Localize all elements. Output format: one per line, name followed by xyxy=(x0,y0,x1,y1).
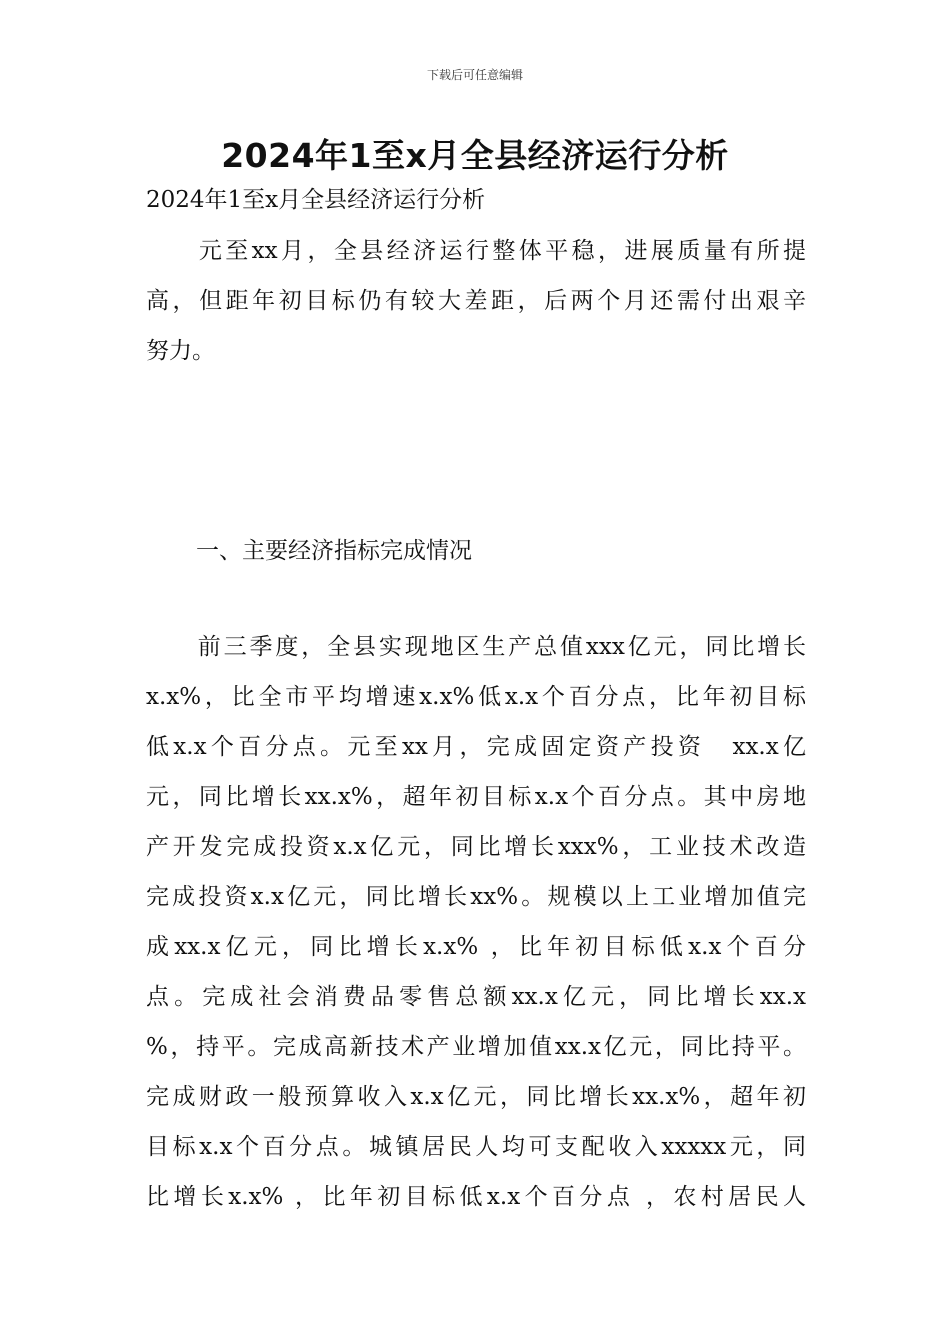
body-line: 前三季度，全县实现地区生产总值xxx亿元，同比增长 xyxy=(146,634,806,660)
body-line: 元，同比增长xx.x%，超年初目标x.x个百分点。其中房地 xyxy=(146,784,806,810)
intro-line: 元至xx月，全县经济运行整体平稳，进展质量有所提 xyxy=(146,238,806,264)
body-line: %，持平。完成高新技术产业增加值xx.x亿元，同比持平。 xyxy=(146,1034,806,1060)
page-header: 下载后可任意编辑 xyxy=(426,68,523,82)
body-paragraph xyxy=(146,622,806,1222)
body-line: 目标x.x个百分点。城镇居民人均可支配收入xxxxx元，同 xyxy=(146,1134,806,1160)
document-subtitle: 2024年1至x月全县经济运行分析 xyxy=(146,187,486,213)
body-line: 产开发完成投资x.x亿元，同比增长xxx%，工业技术改造 xyxy=(146,834,806,860)
body-line: 成xx.x亿元，同比增长x.x% ，比年初目标低x.x个百分 xyxy=(146,934,806,960)
body-line: x.x%，比全市平均增速x.x%低x.x个百分点，比年初目标 xyxy=(146,684,806,710)
section-heading: 一、主要经济指标完成情况 xyxy=(196,538,472,564)
intro-line: 努力。 xyxy=(146,338,215,364)
intro-line: 高，但距年初目标仍有较大差距，后两个月还需付出艰辛 xyxy=(146,288,806,314)
body-line: 点。完成社会消费品零售总额xx.x亿元，同比增长xx.x xyxy=(146,984,806,1010)
body-line: 完成投资x.x亿元，同比增长xx%。规模以上工业增加值完 xyxy=(146,884,806,910)
body-line: 比增长x.x% ，比年初目标低x.x个百分点 ，农村居民人 xyxy=(146,1184,806,1210)
body-line: 完成财政一般预算收入x.x亿元，同比增长xx.x%，超年初 xyxy=(146,1084,806,1110)
body-line: 低x.x个百分点。元至xx月，完成固定资产投资 xx.x亿 xyxy=(146,734,806,760)
document-title: 2024年1至x月全县经济运行分析 xyxy=(221,136,729,175)
intro-paragraph xyxy=(146,226,806,376)
